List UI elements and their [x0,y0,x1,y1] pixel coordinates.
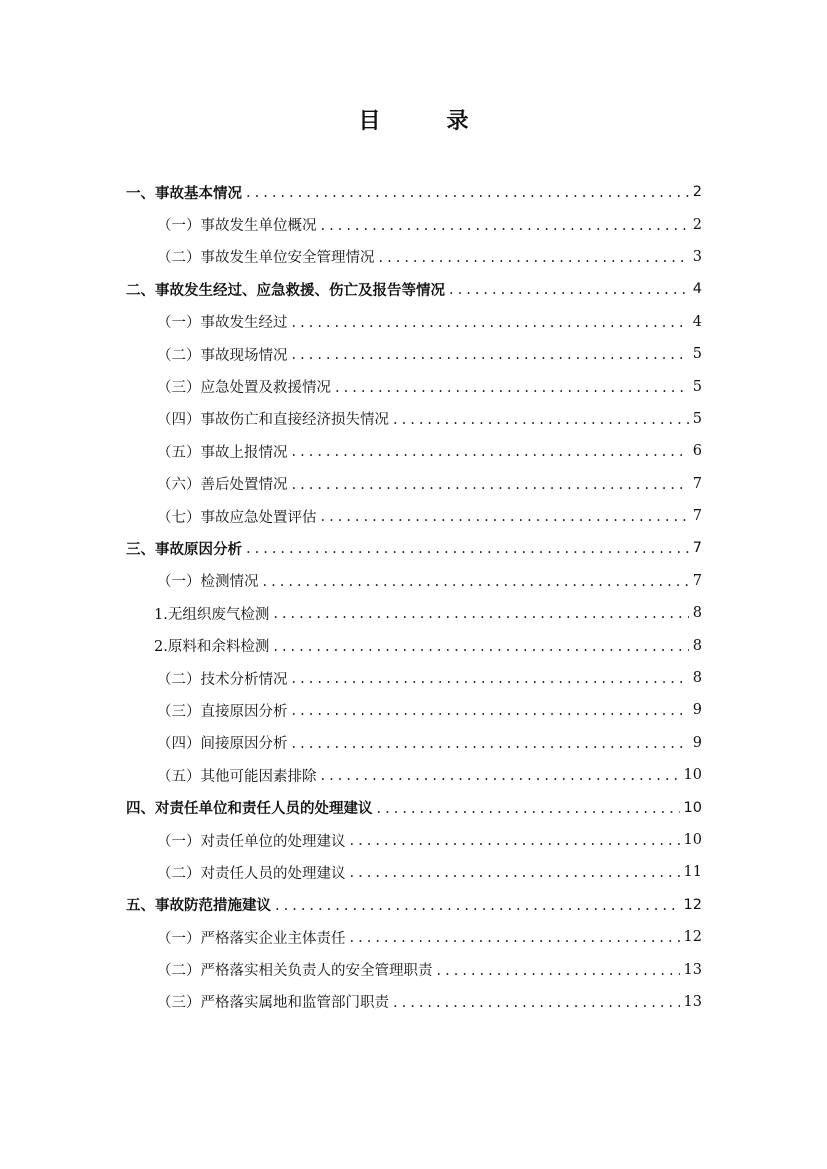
dot-leader [321,509,689,525]
toc-entry-page-number: 7 [692,475,702,492]
toc-entry-text: 五、事故防范措施建议 [126,898,271,915]
toc-entry-page-number: 5 [692,346,702,363]
toc-entry-page-number: 13 [683,961,702,978]
dot-leader [393,995,680,1011]
toc-entry-page-number: 9 [692,702,702,719]
toc-entry-page-number: 7 [692,572,702,589]
dot-leader [292,477,689,493]
toc-entry-text: （一）事故发生经过 [157,315,288,332]
dot-leader [292,671,689,687]
toc-entry-page-number: 10 [683,832,702,848]
dot-leader [377,801,680,817]
toc-entry[interactable] [0,208,827,240]
toc-entry-text: （四）事故伤亡和直接经济损失情况 [157,412,389,429]
dot-leader [393,412,689,428]
toc-entry-page-number: 4 [692,313,702,330]
dot-leader [350,833,680,849]
toc-entry-text: （三）应急处置及救援情况 [157,380,331,397]
toc-entry-text: （一）事故发生单位概况 [157,218,317,235]
toc-entry-text: 二、事故发生经过、应急救援、伤亡及报告等情况 [126,282,445,299]
toc-entry[interactable] [0,856,827,888]
toc-entry-text: （二）事故发生单位安全管理情况 [157,250,375,267]
toc-entry-page-number: 10 [683,767,702,784]
dot-leader [321,768,680,784]
toc-entry-text: （六）善后处置情况 [157,477,288,494]
dot-leader [292,315,689,331]
toc-entry-text: （五）事故上报情况 [157,444,288,461]
toc-entry-page-number: 4 [692,281,702,298]
toc-entry-text: 1.无组织废气检测 [154,606,270,623]
toc-entry-text: （七）事故应急处置评估 [157,509,317,526]
toc-entry-text: 三、事故原因分析 [126,541,242,558]
dot-leader [335,380,689,396]
dot-leader [350,865,680,881]
toc-entry-page-number: 5 [692,378,702,395]
toc-entry[interactable] [0,468,827,500]
dot-leader [321,218,689,234]
dot-leader [292,347,689,363]
toc-entry[interactable] [0,986,827,1018]
toc-entry-text: （一）严格落实企业主体责任 [157,930,346,947]
dot-leader [350,930,680,946]
toc-entry-text: （一）对责任单位的处理建议 [157,833,346,850]
dot-leader [275,898,680,914]
toc-entry[interactable] [0,597,827,629]
toc-entry[interactable] [0,403,827,435]
toc-entry-page-number: 9 [692,734,702,751]
toc-entry-text: （四）间接原因分析 [157,736,288,753]
toc-entry-page-number: 6 [692,443,702,460]
toc-entry[interactable] [0,338,827,370]
toc-entry[interactable] [0,727,827,759]
toc-entry[interactable] [0,694,827,726]
toc-entry[interactable] [0,435,827,467]
toc-entry-text: （二）对责任人员的处理建议 [157,865,346,882]
dot-leader [292,736,689,752]
toc-entry-text: （二）技术分析情况 [157,671,288,688]
dot-leader [292,444,689,460]
toc-entry[interactable] [0,370,827,402]
toc-entry[interactable] [0,921,827,953]
toc-entry-page-number: 8 [692,637,702,654]
toc-entry[interactable] [0,176,827,208]
dot-leader [292,703,689,719]
toc-entry-text: （一）检测情况 [157,574,259,591]
toc-entry-text: （五）其他可能因素排除 [157,768,317,785]
toc-title: 目 录 [358,109,491,134]
toc-entry-page-number: 8 [692,670,702,687]
dot-leader [263,574,689,590]
toc-entry-text: （二）事故现场情况 [157,347,288,364]
toc-entry-page-number: 12 [683,896,702,913]
toc-entry-page-number: 12 [683,929,702,946]
toc-entry[interactable] [0,500,827,532]
toc-entry-text: 一、事故基本情况 [126,185,242,202]
table-of-contents [0,176,827,1018]
toc-entry[interactable] [0,662,827,694]
toc-entry[interactable] [0,629,827,661]
toc-entry[interactable] [0,532,827,564]
toc-entry-page-number: 8 [692,605,702,622]
toc-entry-page-number: 3 [692,248,702,265]
toc-entry-page-number: 11 [683,864,702,881]
dot-leader [437,963,680,979]
toc-entry-text: （三）严格落实属地和监管部门职责 [157,995,389,1012]
toc-entry[interactable] [0,273,827,305]
toc-entry[interactable] [0,824,827,856]
toc-entry-page-number: 7 [692,508,702,525]
toc-entry-text: 2.原料和余料检测 [154,639,270,656]
toc-entry-page-number: 5 [692,410,702,427]
toc-entry[interactable] [0,889,827,921]
dot-leader [246,185,689,201]
dot-leader [379,250,689,266]
toc-entry-page-number: 13 [683,993,702,1010]
toc-entry[interactable] [0,759,827,791]
dot-leader [449,282,689,298]
toc-entry[interactable] [0,791,827,823]
dot-leader [273,606,688,622]
dot-leader [273,639,688,655]
toc-entry-page-number: 2 [692,184,702,201]
toc-entry[interactable] [0,306,827,338]
dot-leader [246,541,689,557]
toc-entry-page-number: 2 [692,216,702,233]
toc-entry[interactable] [0,241,827,273]
toc-entry-page-number: 10 [683,799,702,816]
toc-entry-text: 四、对责任单位和责任人员的处理建议 [126,801,373,818]
toc-entry-text: （三）直接原因分析 [157,703,288,720]
toc-entry-text: （二）严格落实相关负责人的安全管理职责 [157,963,433,980]
toc-entry[interactable] [0,953,827,985]
toc-entry[interactable] [0,565,827,597]
toc-entry-page-number: 7 [692,540,702,557]
